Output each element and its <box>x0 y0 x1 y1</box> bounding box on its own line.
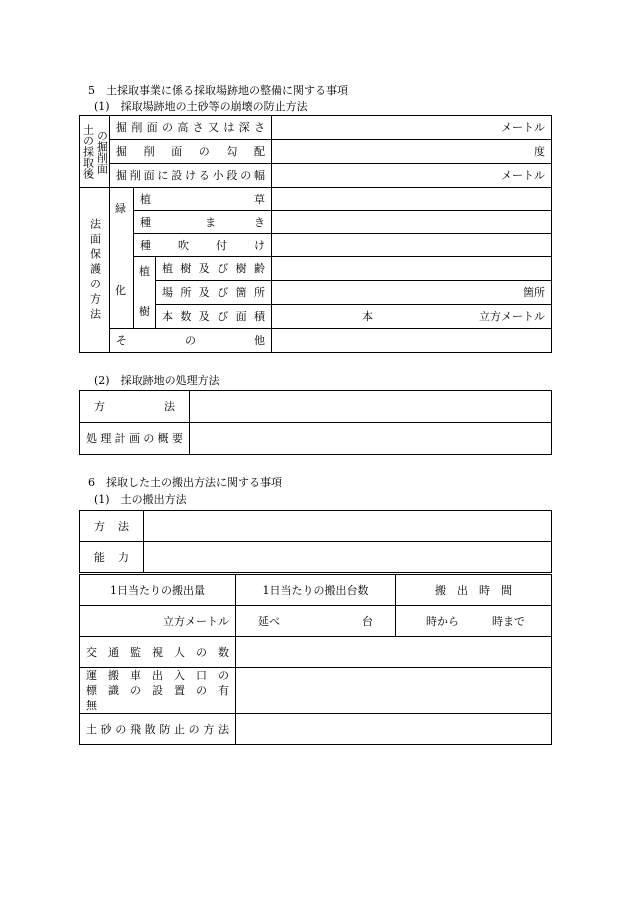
unit-places: 箇所 <box>523 286 545 299</box>
transport-volume-table <box>79 574 552 637</box>
other-value[interactable] <box>272 329 552 353</box>
disposal-method-label: 方 法 <box>80 391 190 423</box>
unit-meter: メートル <box>501 169 545 182</box>
greening-label: 緑 化 <box>110 188 134 329</box>
seeding-value[interactable] <box>272 211 552 234</box>
tree-species-age-label: 植樹及び樹齢 <box>156 257 272 281</box>
daily-volume-header: 1日当たりの搬出量 <box>80 575 236 606</box>
transport-time-header: 搬 出 時 間 <box>396 575 552 606</box>
traffic-monitor-value[interactable] <box>236 637 552 668</box>
transport-method-value[interactable] <box>144 511 552 542</box>
entrance-sign-value[interactable] <box>236 668 552 714</box>
excavation-gradient-label: 掘 削 面 の 勾 配 <box>110 140 272 164</box>
excavation-height-value[interactable] <box>272 116 552 140</box>
dust-prevention-label: 土砂の飛散防止の方法 <box>80 714 236 745</box>
planting-label: 植 樹 <box>134 257 156 329</box>
dust-prevention-value[interactable] <box>236 714 552 745</box>
daily-trucks-header: 1日当たりの搬出台数 <box>236 575 396 606</box>
grass-planting-label: 植 草 <box>134 188 272 211</box>
excavation-height-label: 掘削面の高さ又は深さ <box>110 116 272 140</box>
unit-meter: メートル <box>501 121 545 134</box>
step-width-label: 掘削面に設ける小段の幅 <box>110 164 272 188</box>
transport-control-table <box>79 636 552 745</box>
section6-heading: 6 採取した土の搬出方法に関する事項 <box>88 476 282 489</box>
slope-protection-table <box>79 115 552 353</box>
disposal-plan-label: 処理計画の概要 <box>80 423 190 455</box>
unit-cubic-meter: 立方メートル <box>479 310 545 323</box>
disposal-table <box>79 390 552 455</box>
number-area-value[interactable] <box>272 305 552 329</box>
step-width-value[interactable] <box>272 164 552 188</box>
transport-method-label: 方 法 <box>80 511 144 542</box>
transport-capacity-label: 能 力 <box>80 542 144 573</box>
seed-spraying-value[interactable] <box>272 234 552 257</box>
disposal-method-value[interactable] <box>190 391 552 423</box>
seed-spraying-label: 種 吹 付 け <box>134 234 272 257</box>
excavation-group-label: 土の採取後 の掘削面 <box>80 116 110 188</box>
transport-capacity-value[interactable] <box>144 542 552 573</box>
tree-species-age-value[interactable] <box>272 257 552 281</box>
daily-volume-value[interactable] <box>80 606 236 637</box>
unit-trees: 本 <box>362 310 373 323</box>
slope-protection-group-label: 法面保護の方法 <box>80 188 110 353</box>
section5-sub2: (2) 採取跡地の処理方法 <box>94 374 220 387</box>
section5-heading: 5 土採取事業に係る採取場跡地の整備に関する事項 <box>88 84 348 97</box>
disposal-plan-value[interactable] <box>190 423 552 455</box>
other-label: そ の 他 <box>110 329 272 353</box>
section6-sub1: (1) 土の搬出方法 <box>94 493 187 506</box>
time-from-label: 時から <box>426 614 459 628</box>
traffic-monitor-label: 交 通 監 視 人 の 数 <box>80 637 236 668</box>
transport-time-value[interactable] <box>396 606 552 637</box>
unit-total: 延べ <box>258 614 280 628</box>
unit-degree: 度 <box>534 145 545 158</box>
time-to-label: 時まで <box>492 614 525 628</box>
unit-cubic-meter: 立方メートル <box>163 614 229 628</box>
location-count-label: 場所及び箇所 <box>156 281 272 305</box>
location-count-value[interactable] <box>272 281 552 305</box>
unit-vehicles: 台 <box>362 614 373 628</box>
excavation-gradient-value[interactable] <box>272 140 552 164</box>
transport-method-table <box>79 510 552 573</box>
entrance-sign-label: 運 搬 車 出 入 口 の 標 識 の 設 置 の 有 無 <box>80 668 236 714</box>
section5-sub1: (1) 採取場跡地の土砂等の崩壊の防止方法 <box>94 100 308 113</box>
grass-planting-value[interactable] <box>272 188 552 211</box>
seeding-label: 種 ま き <box>134 211 272 234</box>
daily-trucks-value[interactable] <box>236 606 396 637</box>
number-area-label: 本数及び面積 <box>156 305 272 329</box>
